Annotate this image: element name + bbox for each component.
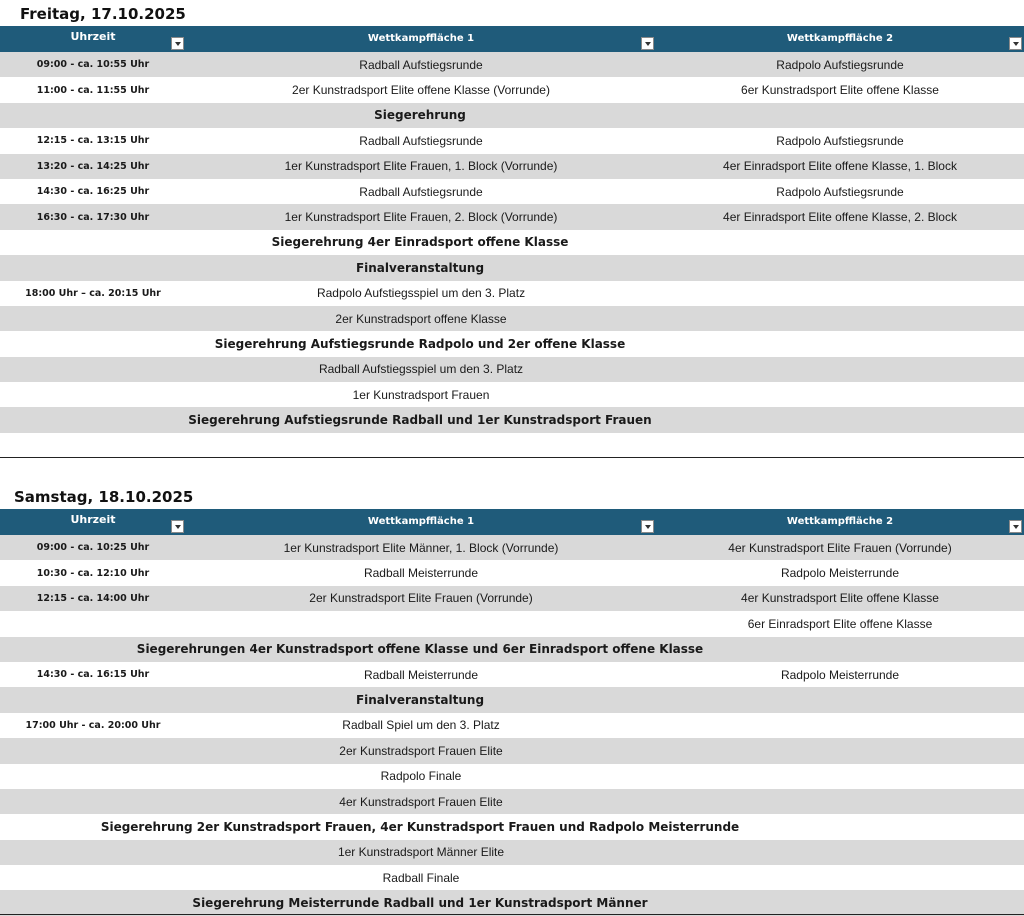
table-row (0, 814, 1024, 839)
table-row (0, 331, 1024, 356)
table-divider (0, 457, 1024, 458)
table-row (0, 662, 1024, 687)
area2-cell: Radpolo Meisterrunde (780, 566, 900, 581)
table-row (0, 840, 1024, 865)
column-header-time: Uhrzeit (0, 509, 186, 535)
time-cell: 18:00 Uhr – ca. 20:15 Uhr (25, 287, 161, 299)
ceremony-cell: Siegerehrung 2er Kunstradsport Frauen, 4er Kunstradsport Frauen und Radpolo Meisterrunde (100, 819, 740, 834)
column-header-area2: Wettkampffläche 2 (656, 26, 1024, 52)
time-cell: 13:20 - ca. 14:25 Uhr (36, 160, 150, 172)
table-header (0, 26, 1024, 52)
table-divider (0, 914, 1024, 915)
area1-cell: 4er Kunstradsport Frauen Elite (339, 794, 503, 809)
area1-cell: Radball Aufstiegsspiel um den 3. Platz (318, 362, 524, 377)
ceremony-cell: Siegerehrungen 4er Kunstradsport offene Klasse und 6er Einradsport offene Klasse (136, 642, 704, 657)
area2-cell: 4er Einradsport Elite offene Klasse, 2. Block (723, 210, 957, 225)
area2-cell: 4er Einradsport Elite offene Klasse, 1. Block (723, 159, 957, 174)
table-row (0, 204, 1024, 229)
time-cell: 12:15 - ca. 13:15 Uhr (36, 135, 150, 147)
area1-cell: Radpolo Finale (380, 769, 462, 784)
table-row (0, 586, 1024, 611)
table-row (0, 890, 1024, 915)
time-cell: 14:30 - ca. 16:15 Uhr (36, 669, 150, 681)
table-row (0, 77, 1024, 102)
area1-cell: Radball Meisterrunde (363, 566, 479, 581)
time-cell: 17:00 Uhr - ca. 20:00 Uhr (25, 719, 161, 731)
dropdown-filter-icon[interactable] (171, 520, 184, 533)
table-row (0, 382, 1024, 407)
area1-cell: Radpolo Aufstiegsspiel um den 3. Platz (316, 286, 526, 301)
table-row (0, 433, 1024, 458)
column-header-area2: Wettkampffläche 2 (656, 509, 1024, 535)
ceremony-cell: Siegerehrung Meisterrunde Radball und 1er Kunstradsport Männer (192, 896, 648, 911)
area1-cell: 2er Kunstradsport Elite Frauen (Vorrunde) (309, 591, 533, 606)
table-row (0, 281, 1024, 306)
area1-cell: Radball Aufstiegsrunde (359, 133, 483, 148)
area2-cell: 4er Kunstradsport Elite offene Klasse (741, 591, 939, 606)
area2-cell: Radpolo Aufstiegsrunde (776, 57, 904, 72)
table-body (0, 52, 1024, 458)
area1-cell: 2er Kunstradsport Frauen Elite (339, 743, 503, 758)
ceremony-cell: Siegerehrung 4er Einradsport offene Klasse (271, 235, 569, 250)
table-row (0, 637, 1024, 662)
area1-cell: 1er Kunstradsport Elite Frauen, 2. Block (Vorrunde) (284, 210, 558, 225)
dropdown-filter-icon[interactable] (1009, 37, 1022, 50)
time-cell: 14:30 - ca. 16:25 Uhr (36, 186, 150, 198)
area1-cell: Radball Aufstiegsrunde (359, 184, 483, 199)
table-row (0, 789, 1024, 814)
area1-cell: 1er Kunstradsport Elite Männer, 1. Block (Vorrunde) (283, 540, 559, 555)
area1-cell: 1er Kunstradsport Männer Elite (337, 845, 505, 860)
area2-cell: Radpolo Meisterrunde (780, 667, 900, 682)
table-header (0, 509, 1024, 535)
area2-cell: Radpolo Aufstiegsrunde (776, 133, 904, 148)
ceremony-cell: Finalveranstaltung (355, 260, 485, 275)
area1-cell: Radball Aufstiegsrunde (359, 57, 483, 72)
schedule-table-saturday (0, 509, 1024, 916)
day-title-friday: Freitag, 17.10.2025 (20, 5, 186, 23)
ceremony-cell: Siegerehrung Aufstiegsrunde Radball und 1er Kunstradsport Frauen (188, 413, 652, 428)
table-row (0, 357, 1024, 382)
table-row (0, 560, 1024, 585)
area1-cell: 2er Kunstradsport offene Klasse (335, 311, 507, 326)
table-row (0, 713, 1024, 738)
table-row (0, 865, 1024, 890)
table-row (0, 407, 1024, 432)
day-title-saturday: Samstag, 18.10.2025 (14, 488, 194, 506)
area2-cell: 6er Einradsport Elite offene Klasse (747, 616, 933, 631)
column-header-time: Uhrzeit (0, 26, 186, 52)
dropdown-filter-icon[interactable] (171, 37, 184, 50)
table-row (0, 255, 1024, 280)
table-body (0, 535, 1024, 916)
table-row (0, 52, 1024, 77)
time-cell: 10:30 - ca. 12:10 Uhr (36, 567, 150, 579)
area1-cell: 1er Kunstradsport Frauen (352, 387, 490, 402)
schedule-table-friday (0, 26, 1024, 458)
table-row (0, 179, 1024, 204)
dropdown-filter-icon[interactable] (641, 520, 654, 533)
table-row (0, 306, 1024, 331)
area1-cell: Radball Finale (382, 870, 460, 885)
area1-cell: Radball Spiel um den 3. Platz (342, 718, 500, 733)
table-row (0, 230, 1024, 255)
table-row (0, 611, 1024, 636)
area1-cell: Radball Meisterrunde (363, 667, 479, 682)
table-row (0, 738, 1024, 763)
column-header-area1: Wettkampffläche 1 (186, 26, 656, 52)
time-cell: 09:00 - ca. 10:25 Uhr (36, 542, 150, 554)
table-row (0, 103, 1024, 128)
area2-cell: 6er Kunstradsport Elite offene Klasse (741, 83, 939, 98)
time-cell: 11:00 - ca. 11:55 Uhr (36, 84, 150, 96)
table-row (0, 764, 1024, 789)
table-row (0, 687, 1024, 712)
ceremony-cell: Siegerehrung (374, 108, 466, 123)
area1-cell: 2er Kunstradsport Elite offene Klasse (Vorrunde) (292, 83, 550, 98)
dropdown-filter-icon[interactable] (1009, 520, 1022, 533)
time-cell: 16:30 - ca. 17:30 Uhr (36, 211, 150, 223)
time-cell: 12:15 - ca. 14:00 Uhr (36, 592, 150, 604)
area1-cell: 1er Kunstradsport Elite Frauen, 1. Block (Vorrunde) (284, 159, 558, 174)
ceremony-cell: Finalveranstaltung (355, 693, 485, 708)
ceremony-cell: Siegerehrung Aufstiegsrunde Radpolo und 2er offene Klasse (214, 336, 626, 351)
table-row (0, 535, 1024, 560)
table-row (0, 128, 1024, 153)
area2-cell: 4er Kunstradsport Elite Frauen (Vorrunde) (728, 540, 952, 555)
column-header-area1: Wettkampffläche 1 (186, 509, 656, 535)
dropdown-filter-icon[interactable] (641, 37, 654, 50)
table-row (0, 154, 1024, 179)
time-cell: 09:00 - ca. 10:55 Uhr (36, 59, 150, 71)
area2-cell: Radpolo Aufstiegsrunde (776, 184, 904, 199)
